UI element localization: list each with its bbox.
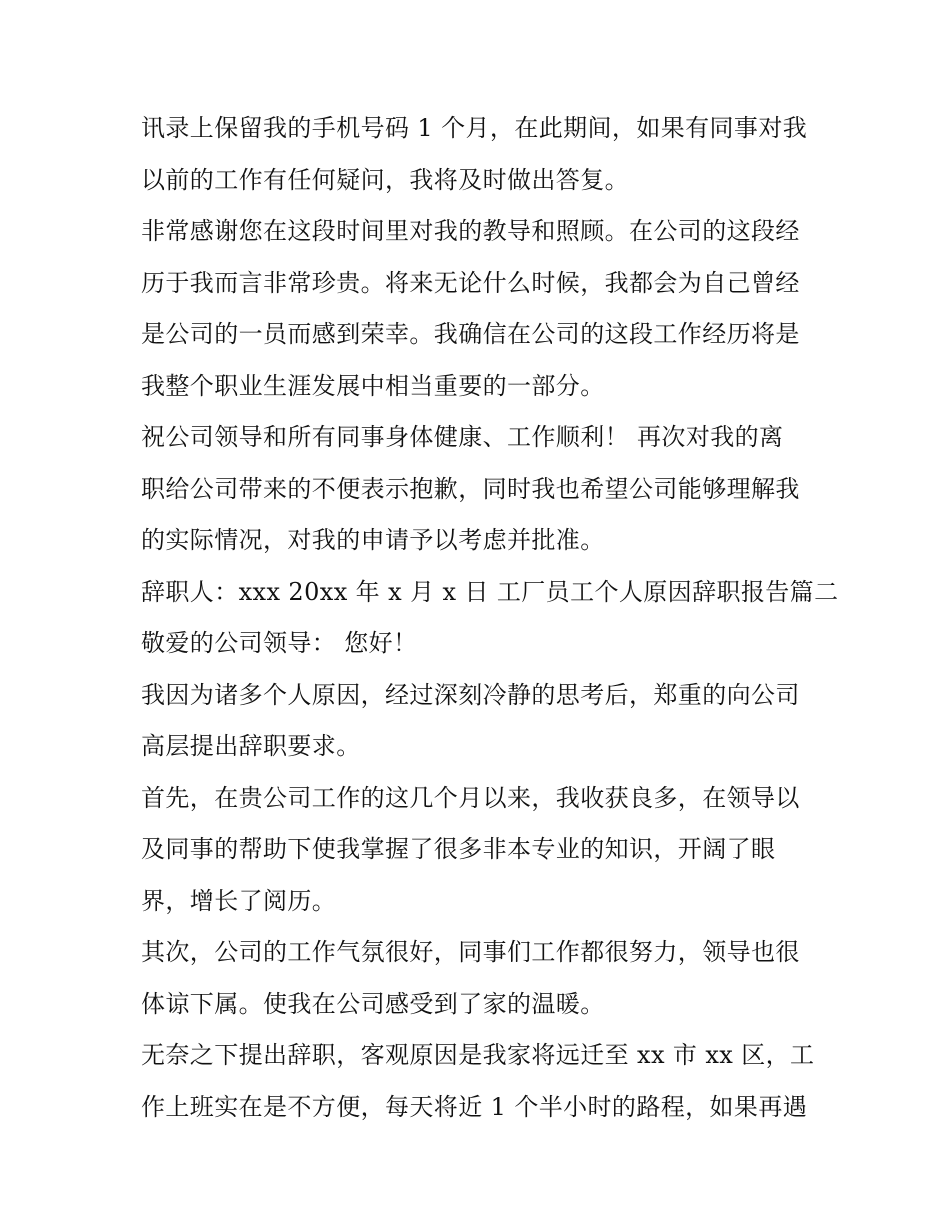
text-line-3: 非常感谢您在这段时间里对我的教导和照顾。在公司的这段经	[141, 217, 800, 245]
text-line-12: 我因为诸多个人原因，经过深刻冷静的思考后，郑重的向公司	[141, 680, 800, 709]
text-line-9: 的实际情况，对我的申请予以考虑并批准。	[141, 526, 605, 554]
text-line-1: 讯录上保留我的手机号码 1 个月，在此期间，如果有同事对我	[141, 114, 808, 142]
text-line-20: 作上班实在是不方便，每天将近 1 个半小时的路程，如果再遇	[141, 1092, 808, 1121]
text-line-11: 敬爱的公司领导： 您好！	[141, 629, 418, 657]
text-line-4: 历于我而言非常珍贵。将来无论什么时候，我都会为自己曾经	[141, 268, 800, 297]
text-line-8: 职给公司带来的不便表示抱歉，同时我也希望公司能够理解我	[141, 474, 800, 503]
text-line-19: 无奈之下提出辞职，客观原因是我家将远迁至 xx 市 xx 区，工	[141, 1041, 815, 1069]
text-line-6: 我整个职业生涯发展中相当重要的一部分。	[141, 371, 605, 400]
text-line-16: 界，增长了阅历。	[141, 886, 337, 915]
text-line-17: 其次，公司的工作气氛很好，同事们工作都很努力，领导也很	[141, 938, 800, 966]
text-line-18: 体谅下属。使我在公司感受到了家的温暖。	[141, 989, 605, 1018]
text-line-13: 高层提出辞职要求。	[141, 732, 361, 760]
text-line-7: 祝公司领导和所有同事身体健康、工作顺利！ 再次对我的离	[141, 423, 784, 451]
text-line-5: 是公司的一员而感到荣幸。我确信在公司的这段工作经历将是	[141, 320, 800, 348]
text-line-2: 以前的工作有任何疑问，我将及时做出答复。	[141, 165, 629, 194]
text-line-14: 首先，在贵公司工作的这几个月以来，我收获良多，在领导以	[141, 783, 800, 812]
text-line-15: 及同事的帮助下使我掌握了很多非本专业的知识，开阔了眼	[141, 835, 776, 863]
document-body	[141, 103, 839, 1133]
text-line-10: 辞职人：xxx 20xx 年 x 月 x 日 工厂员工个人原因辞职报告篇二	[141, 577, 839, 606]
